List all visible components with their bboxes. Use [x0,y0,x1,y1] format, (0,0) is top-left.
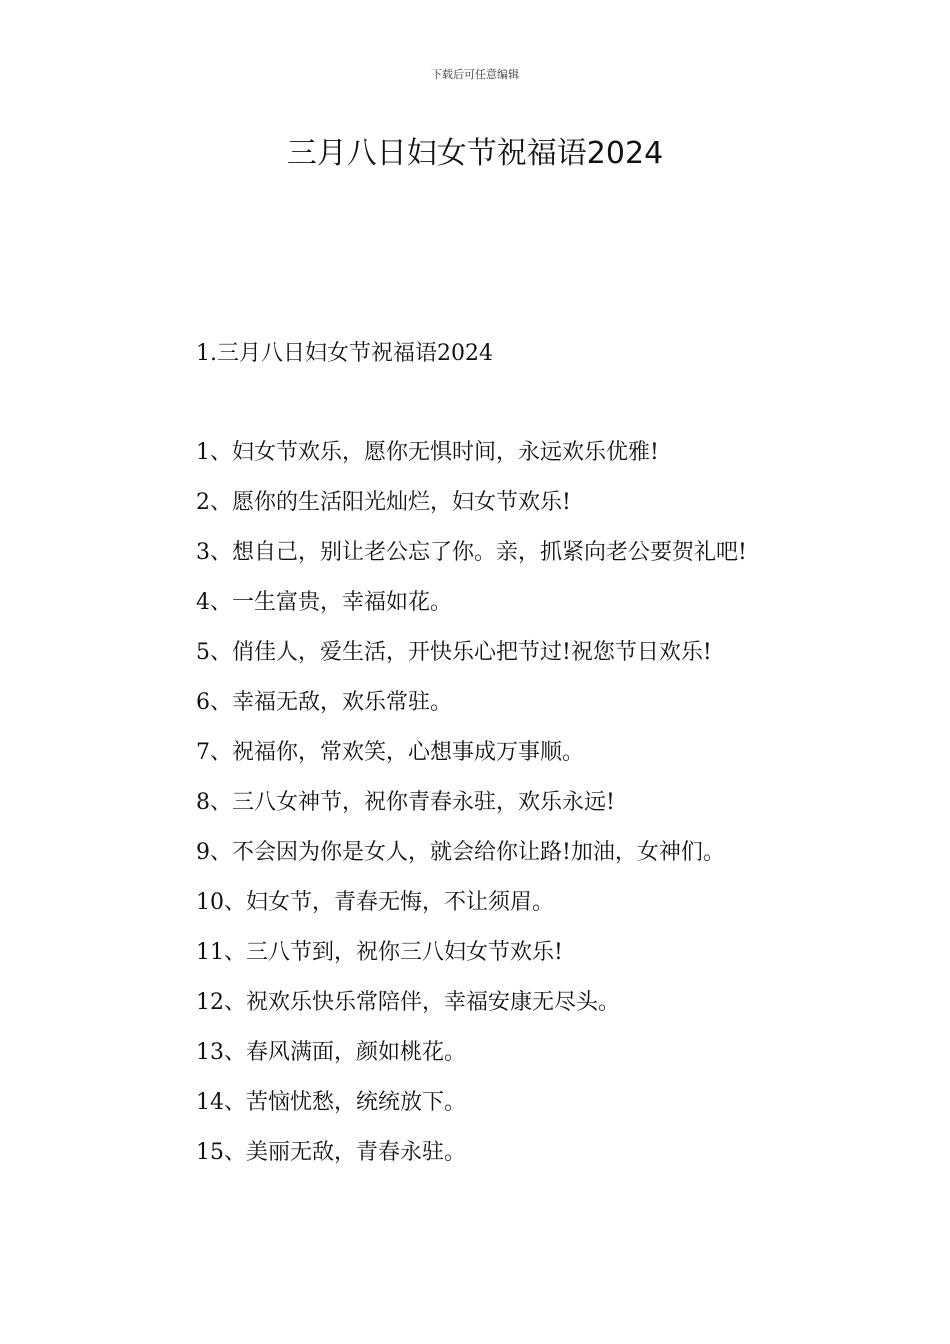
wish-item: 12、祝欢乐快乐常陪伴，幸福安康无尽头。 [196,990,620,1015]
wish-item: 3、想自己，别让老公忘了你。亲，抓紧向老公要贺礼吧! [196,540,747,565]
wish-item: 1、妇女节欢乐，愿你无惧时间，永远欢乐优雅! [196,440,659,465]
wish-item: 5、俏佳人，爱生活，开快乐心把节过!祝您节日欢乐! [196,640,712,665]
document-title: 三月八日妇女节祝福语2024 [286,136,664,171]
wish-item: 15、美丽无敌，青春永驻。 [196,1140,466,1165]
wish-item: 13、春风满面，颜如桃花。 [196,1040,466,1065]
wish-item: 11、三八节到，祝你三八妇女节欢乐! [196,940,563,965]
wish-item: 7、祝福你，常欢笑，心想事成万事顺。 [196,740,584,765]
section-heading: 1.三月八日妇女节祝福语2024 [196,341,493,366]
wish-item: 14、苦恼忧愁，统统放下。 [196,1090,466,1115]
wish-item: 4、一生富贵，幸福如花。 [196,590,452,615]
wish-item: 10、妇女节，青春无悔，不让须眉。 [196,890,554,915]
header-note: 下载后可任意编辑 [431,68,519,81]
wish-list [145,428,810,1178]
wish-item: 8、三八女神节，祝你青春永驻，欢乐永远! [196,790,615,815]
wish-item: 9、不会因为你是女人，就会给你让路!加油，女神们。 [196,840,725,865]
wish-item: 6、幸福无敌，欢乐常驻。 [196,690,452,715]
wish-item: 2、愿你的生活阳光灿烂，妇女节欢乐! [196,490,571,515]
